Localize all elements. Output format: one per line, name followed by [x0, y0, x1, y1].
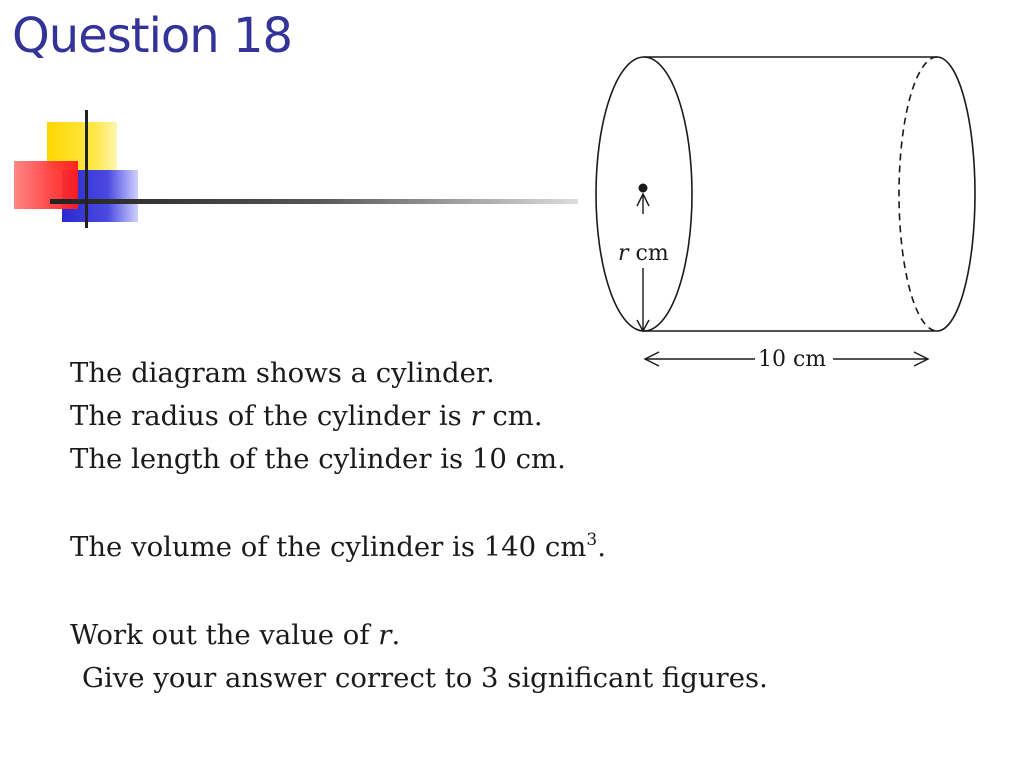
- question-line-6: Give your answer correct to 3 significant figures.: [82, 662, 768, 694]
- question-text: [70, 352, 870, 700]
- centre-point: [639, 184, 648, 193]
- question-line-5: Work out the value of r.: [70, 619, 401, 651]
- cylinder-back-face-hidden: [899, 57, 937, 331]
- question-line-2: The radius of the cylinder is r cm.: [70, 400, 543, 432]
- logo-vertical-line: [85, 110, 88, 228]
- slide-title: Question 18: [12, 8, 293, 64]
- question-line-1: The diagram shows a cylinder.: [70, 357, 495, 389]
- question-line-4: The volume of the cylinder is 140 $cm^3$.: [70, 530, 606, 563]
- length-label: 10 cm: [758, 347, 827, 372]
- radius-label: r cm: [618, 241, 669, 266]
- cylinder-diagram: [585, 48, 985, 378]
- cylinder-back-face-visible: [937, 57, 975, 331]
- question-line-3: The length of the cylinder is 10 cm.: [70, 443, 566, 475]
- decorative-logo: [0, 100, 600, 240]
- cylinder-front-face: [596, 57, 692, 331]
- logo-horizontal-line: [50, 199, 578, 204]
